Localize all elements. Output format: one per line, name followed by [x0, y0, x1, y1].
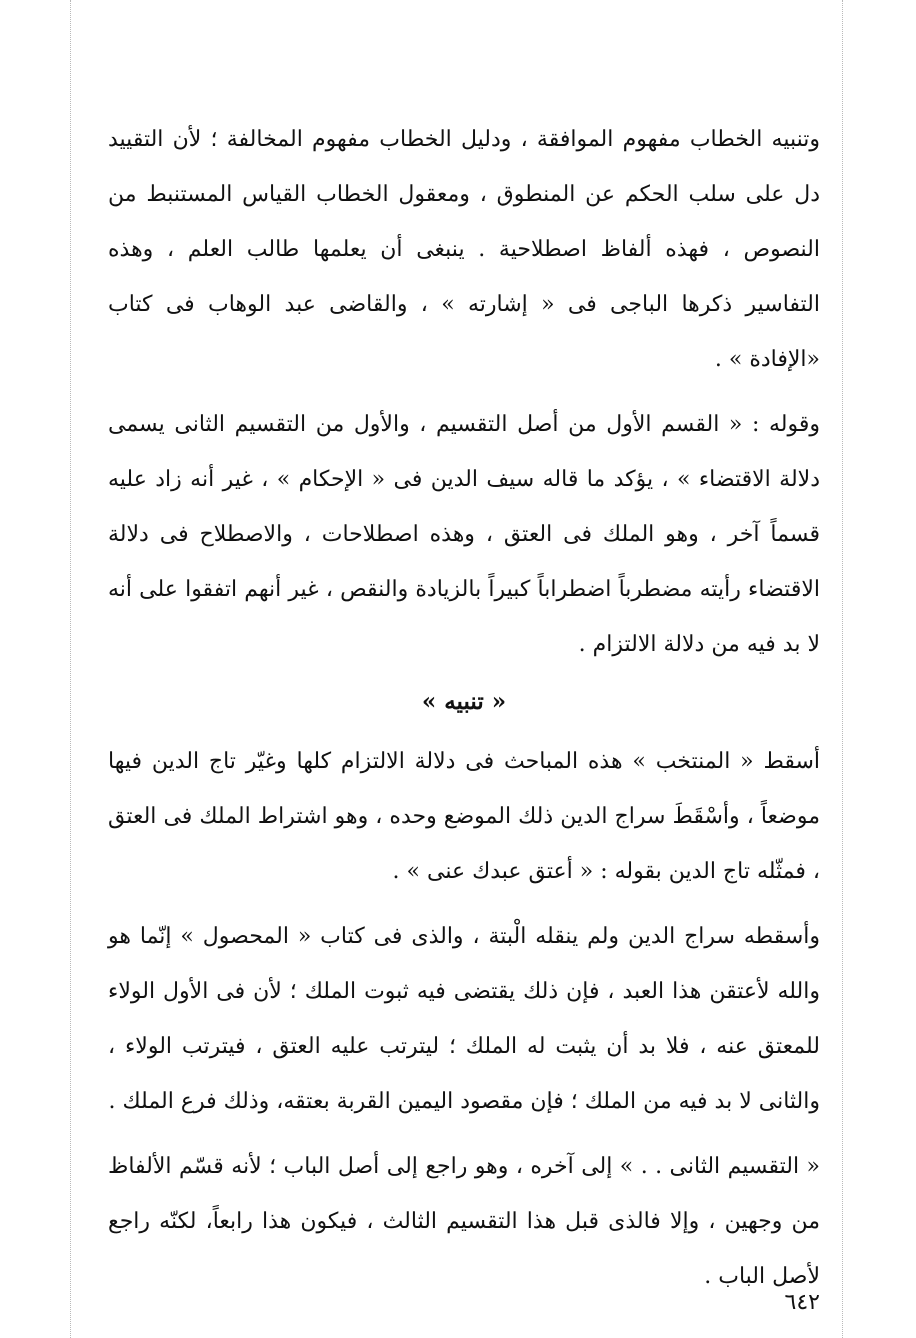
paragraph-2: وقوله : « القسم الأول من أصل التقسيم ، والأول من التقسيم الثانى يسمى دلالة الاقتضاء » ، يؤكد ما قاله سيف الدين فى « الإحكام » ، غير أنه زاد عليه قسماً آخر ، وهو الملك فى العتق ، وهذه اصطلاحات ، والاصطلاح فى دلالة الاقتضاء رأيته مضطرباً اضطراباً كبيراً بالزيادة والنقص ، غير أنهم اتفقوا على أنه لا بد فيه من دلالة الالتزام . — [108, 412, 820, 657]
section-heading: « تنبيه » — [421, 688, 507, 715]
page-body — [108, 112, 820, 1304]
paragraph-1: وتنبيه الخطاب مفهوم الموافقة ، ودليل الخطاب مفهوم المخالفة ؛ لأن التقييد دل على سلب الحكم عن المنطوق ، ومعقول الخطاب القياس المستنبط من النصوص ، فهذه ألفاظ اصطلاحية . ينبغى أن يعلمها طالب العلم ، وهذه التفاسير ذكرها الباجى فى « إشارته » ، والقاضى عبد الوهاب فى كتاب «الإفادة » . — [108, 127, 820, 372]
left-margin-guide — [70, 0, 71, 1338]
paragraph-3: أسقط « المنتخب » هذه المباحث فى دلالة الالتزام كلها وغيّر تاج الدين فيها موضعاً ، وأسْقَطَ سراج الدين ذلك الموضع وحده ، وهو اشتراط الملك فى العتق ، فمثّله تاج الدين بقوله : « أعتق عبدك عنى » . — [108, 749, 820, 884]
paragraph-5: « التقسيم الثانى . . » إلى آخره ، وهو راجع إلى أصل الباب ؛ لأنه قسّم الألفاظ من وجهين ، وإلا فالذى قبل هذا التقسيم الثالث ، فيكون هذا رابعاً، لكنّه راجع لأصل الباب . — [108, 1154, 820, 1289]
page-number: ٦٤٢ — [784, 1290, 820, 1315]
paragraph-4: وأسقطه سراج الدين ولم ينقله الْبتة ، والذى فى كتاب « المحصول » إنّما هو والله لأعتقن هذا العبد ، فإن ذلك يقتضى فيه ثبوت الملك ؛ لأن فى الأول الولاء للمعتق عنه ، فلا بد أن يثبت له الملك ؛ ليترتب عليه العتق ، فيترتب الولاء ، والثانى لا بد فيه من الملك ؛ فإن مقصود اليمين القربة بعتقه، وذلك فرع الملك . — [108, 924, 820, 1114]
right-margin-guide — [842, 0, 843, 1338]
